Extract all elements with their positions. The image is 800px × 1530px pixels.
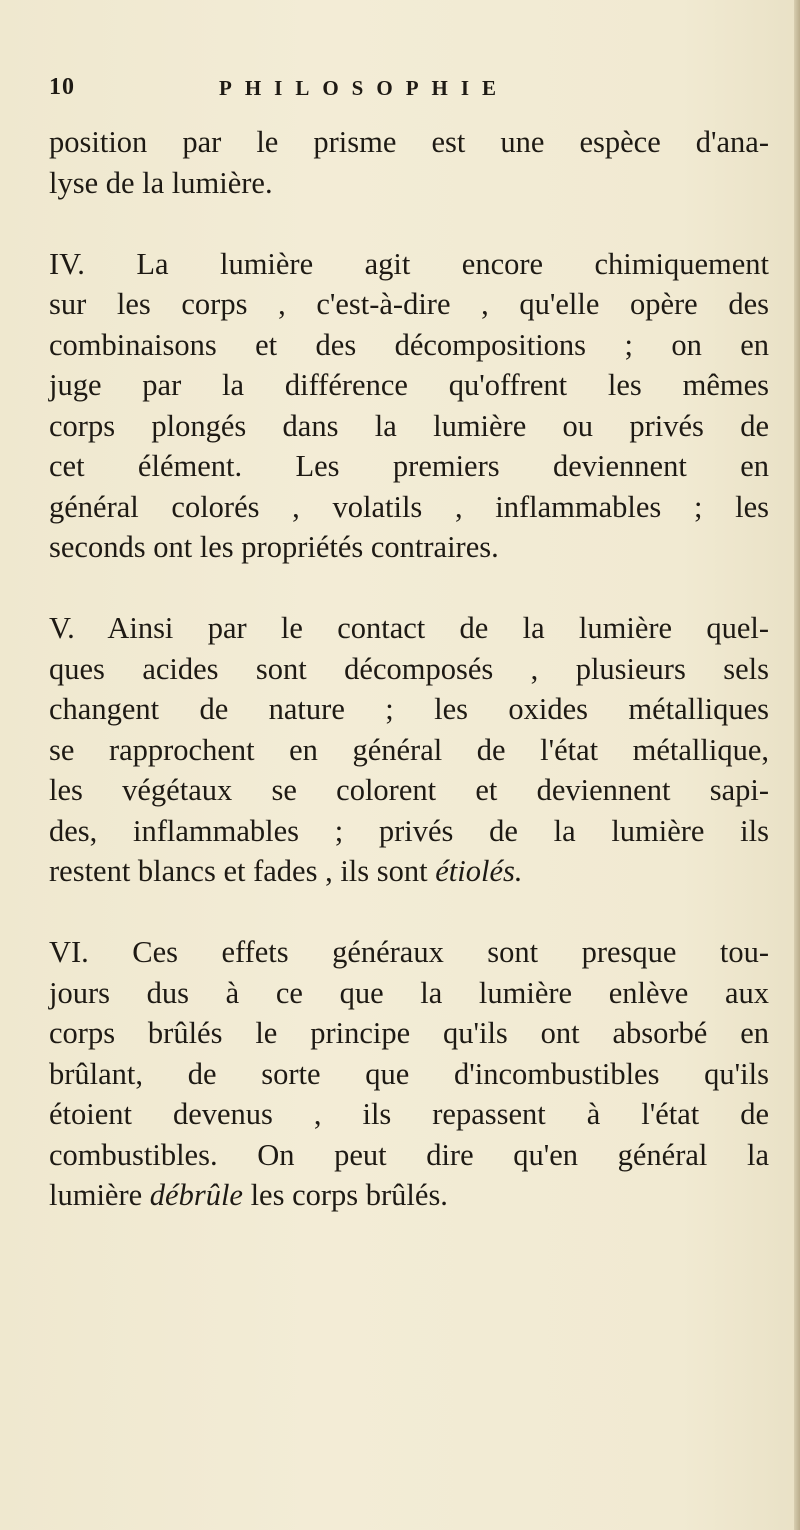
- running-title: PHILOSOPHIE: [219, 76, 510, 100]
- italic-term: débrûle: [149, 1178, 243, 1212]
- text-line: changent de nature ; les oxides métalliques: [49, 692, 769, 726]
- text-line: seconds ont les propriétés contraires.: [49, 530, 499, 564]
- page-number: 10: [49, 74, 75, 100]
- text-run: restent blancs et fades , ils sont: [49, 854, 436, 888]
- text-run: les corps brûlés.: [242, 1178, 448, 1212]
- italic-term: étiolés.: [435, 854, 523, 888]
- text-line: IV. La lumière agit encore chimiquement: [49, 246, 769, 281]
- paragraph-vi: [49, 932, 769, 1216]
- text-line: jours dus à ce que la lumière enlève aux: [49, 975, 769, 1010]
- body-text: [49, 122, 769, 1256]
- text-line: les végétaux se colorent et deviennent sapi-: [49, 773, 769, 807]
- text-line: position par le prisme est une espèce d'ana-: [49, 125, 769, 159]
- text-line: brûlant, de sorte que d'incombustibles qu'ils: [49, 1056, 769, 1091]
- text-line: des, inflammables ; privés de la lumière ils: [49, 813, 769, 848]
- text-line-final: [49, 851, 769, 892]
- text-line: se rapprochent en général de l'état métallique,: [49, 732, 769, 767]
- text-line: lyse de la lumière.: [49, 165, 273, 200]
- running-head: [49, 74, 669, 114]
- text-line: V. Ainsi par le contact de la lumière quel-: [49, 611, 769, 645]
- text-line: combustibles. On peut dire qu'en général la: [49, 1137, 769, 1172]
- text-line-final: [49, 1175, 769, 1216]
- text-line: combinaisons et des décompositions ; on en: [49, 327, 769, 362]
- text-line: ques acides sont décomposés , plusieurs sels: [49, 651, 769, 686]
- text-run: lumière: [49, 1178, 150, 1212]
- text-line: juge par la différence qu'offrent les mêmes: [49, 368, 769, 402]
- text-line: corps plongés dans la lumière ou privés de: [49, 408, 769, 443]
- text-line: sur les corps , c'est-à-dire , qu'elle opère des: [49, 287, 769, 321]
- text-line: cet élément. Les premiers deviennent en: [49, 449, 769, 483]
- text-line: étoient devenus , ils repassent à l'état de: [49, 1097, 769, 1131]
- page-edge: [794, 0, 800, 1530]
- text-line: général colorés , volatils , inflammables ; les: [49, 489, 769, 524]
- text-line: VI. Ces effets généraux sont presque tou-: [49, 935, 769, 969]
- paragraph-continuation: [49, 122, 769, 203]
- paragraph-v: [49, 608, 769, 892]
- paragraph-iv: [49, 244, 769, 568]
- text-line: corps brûlés le principe qu'ils ont absorbé en: [49, 1016, 769, 1050]
